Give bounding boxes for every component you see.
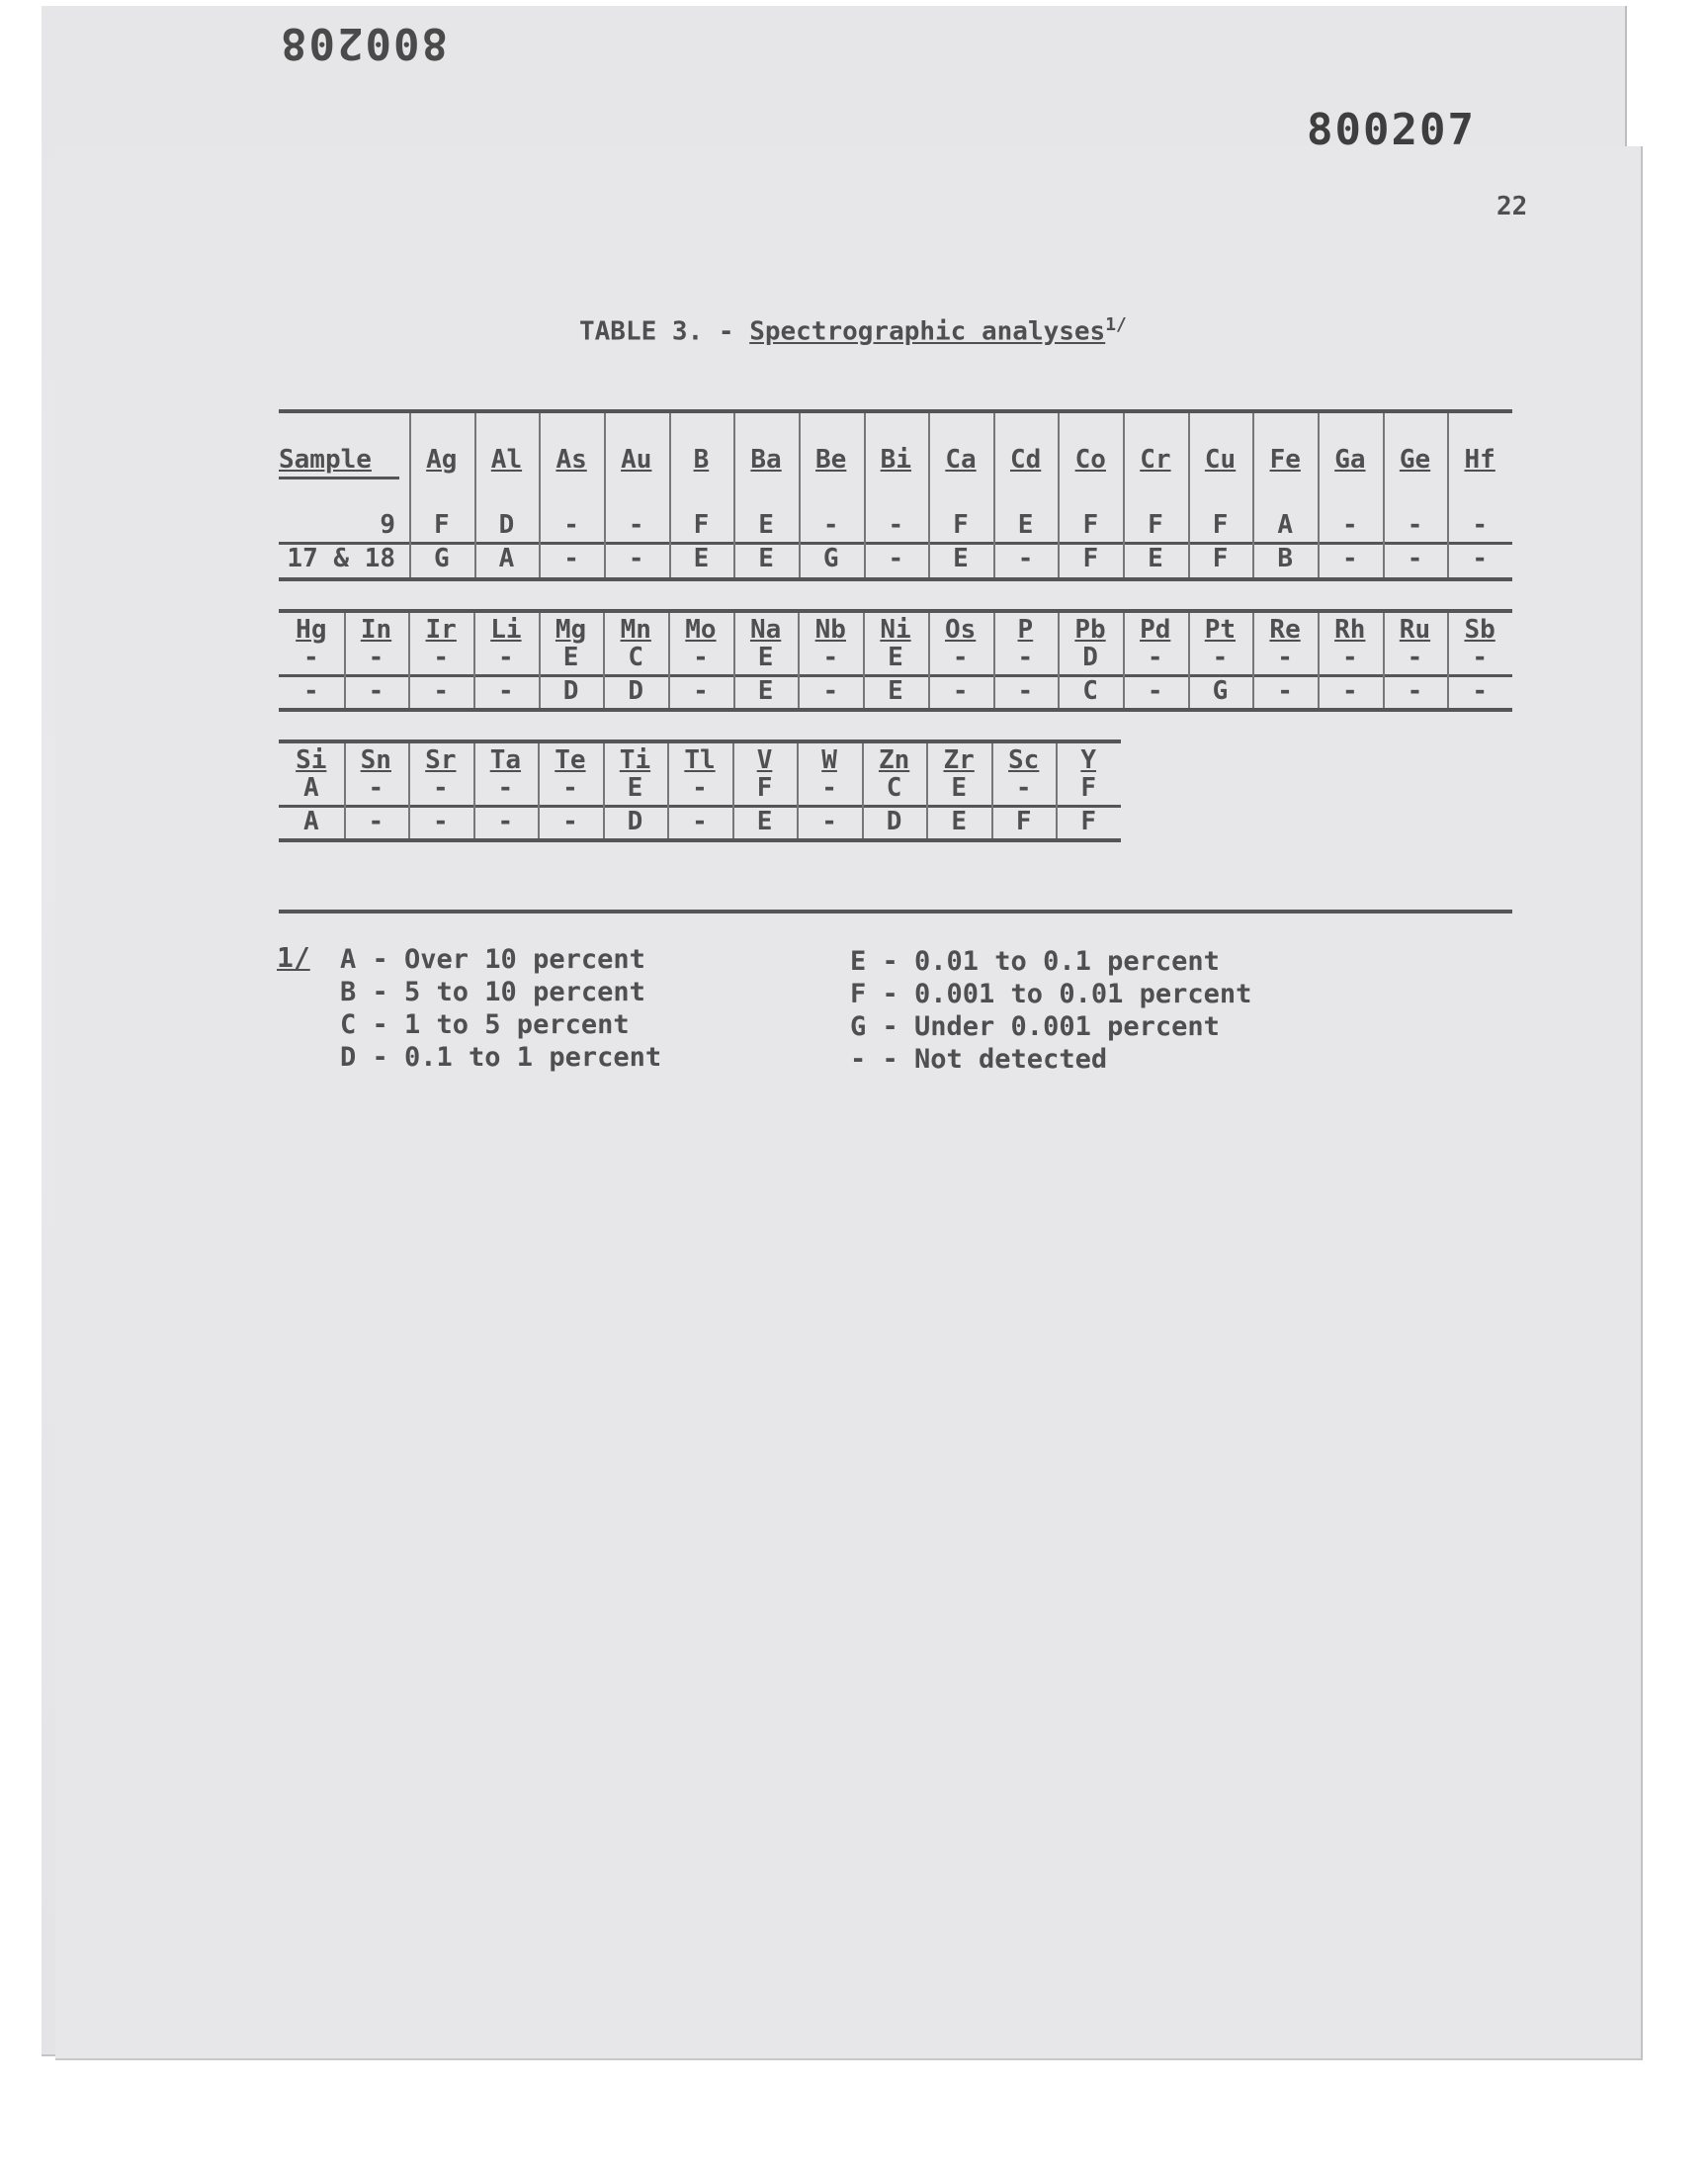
value-cell: B [1277,544,1294,573]
value-cell: D [498,510,515,540]
value-cell: - [1407,676,1423,706]
legend-item: G - Under 0.001 percent [850,1011,1220,1042]
value-cell: G [1212,676,1229,706]
value-cell: F [1212,544,1229,573]
element-header: Co [1074,445,1106,475]
element-header: Ba [750,445,782,475]
footer-rule [279,910,1512,914]
table-top-rule [279,609,1512,613]
element-header: B [693,445,710,475]
table-block-1 [279,409,1512,587]
element-header: Al [490,445,523,475]
element-header: Y [1080,745,1097,775]
value-cell: - [628,544,644,573]
value-cell: - [433,773,449,803]
element-header: Ti [619,745,651,775]
element-header: Cu [1204,445,1237,475]
value-cell: - [497,773,514,803]
sample-id-cell: 9 [380,510,395,540]
value-cell: F [1015,807,1032,836]
value-cell: D [628,676,644,706]
element-header: Mo [685,615,717,645]
value-cell: - [563,544,579,573]
caption-title: Spectrographic analyses [749,316,1106,347]
element-header: Zr [943,745,975,775]
value-cell: - [822,676,839,706]
value-cell: C [628,643,644,672]
legend-left-column [340,943,661,1074]
element-header: Fe [1269,445,1301,475]
value-cell: C [1082,676,1098,706]
element-header: P [1017,615,1034,645]
value-cell: - [303,643,319,672]
element-header: Pd [1140,615,1171,645]
serial-number-top: 800208 [279,18,448,68]
element-header: V [756,745,773,775]
value-cell: C [886,773,902,803]
value-cell: A [498,544,515,573]
value-cell: - [497,807,514,836]
value-cell: - [628,510,644,540]
value-cell: - [1212,643,1229,672]
value-cell: F [433,510,450,540]
value-cell: - [433,643,450,672]
value-cell: - [1472,643,1488,672]
element-header: Si [296,745,327,775]
page-number: 22 [1496,192,1528,221]
value-cell: - [888,544,904,573]
value-cell: E [888,676,903,706]
value-cell: - [693,643,709,672]
value-cell: E [562,643,579,672]
value-cell: F [1080,807,1097,836]
legend-item: E - 0.01 to 0.1 percent [850,946,1220,977]
table-bottom-rule [279,577,1512,581]
element-header: Be [815,445,847,475]
value-cell: F [1148,510,1163,540]
legend-item: B - 5 to 10 percent [340,977,645,1007]
element-header: Pt [1204,615,1237,645]
element-header: Sn [360,745,391,775]
value-cell: - [1017,676,1034,706]
value-cell: E [757,643,774,672]
value-cell: - [562,807,578,836]
caption-footnote-mark: 1/ [1105,314,1127,335]
value-cell: - [952,643,969,672]
element-header: Tl [684,745,716,775]
value-cell: - [1277,643,1293,672]
value-cell: - [1472,544,1488,573]
value-cell: - [498,643,514,672]
caption-prefix: TABLE 3. - [579,316,750,347]
value-cell: F [1082,510,1099,540]
table-caption [579,314,1127,347]
value-cell: G [822,544,839,573]
value-cell: A [302,807,319,836]
legend-item: A - Over 10 percent [340,944,645,975]
value-cell: F [1080,773,1097,803]
value-cell: E [756,807,773,836]
element-header: Ag [426,445,458,475]
value-cell: E [757,676,774,706]
value-cell: E [951,807,967,836]
element-header: Sc [1008,745,1040,775]
element-header: Te [555,745,586,775]
value-cell: E [1148,544,1163,573]
legend-footnote-ref: 1/ [277,941,310,974]
value-cell: E [888,643,903,672]
element-header: Sr [425,745,457,775]
value-cell: - [1341,643,1358,672]
value-cell: A [302,773,319,803]
element-header: Pb [1074,615,1106,645]
value-cell: G [433,544,450,573]
value-cell: - [821,773,837,803]
value-cell: - [1341,676,1358,706]
value-cell: A [1277,510,1294,540]
element-header: Os [945,615,977,645]
element-header: Sb [1464,615,1495,645]
value-cell: - [1472,510,1488,540]
sample-id-cell: 17 & 18 [287,544,395,573]
value-cell: - [563,510,579,540]
value-cell: - [1147,643,1163,672]
value-cell: F [756,773,773,803]
value-cell: - [1407,510,1423,540]
element-header: Ta [489,745,522,775]
element-header: As [555,445,587,475]
value-cell: - [1407,544,1423,573]
value-cell: - [822,510,839,540]
value-cell: E [953,544,969,573]
value-cell: - [433,676,450,706]
value-cell: D [562,676,579,706]
element-header: In [360,615,392,645]
value-cell: - [368,643,384,672]
value-cell: - [498,676,514,706]
value-cell: E [693,544,710,573]
element-header: Zn [878,745,910,775]
element-header: Ca [945,445,977,475]
value-cell: F [1212,510,1229,540]
value-cell: - [1407,643,1423,672]
sample-column-header: Sample [279,445,372,475]
legend-item: D - 0.1 to 1 percent [340,1042,662,1073]
value-cell: - [1017,643,1034,672]
value-cell: F [693,510,710,540]
element-header: Ni [880,615,911,645]
table-top-rule [279,740,1121,743]
element-header: Na [749,615,782,645]
value-cell: - [692,773,708,803]
element-header: Mg [555,615,587,645]
legend-right-column [850,945,1251,1076]
element-header: Li [490,615,522,645]
value-cell: - [1015,773,1032,803]
element-header: Nb [814,615,846,645]
element-header: Mn [620,615,651,645]
element-header: Re [1269,615,1301,645]
value-cell: F [953,510,969,540]
element-header: Cd [1009,445,1042,475]
value-cell: - [303,676,319,706]
table-block-2 [279,609,1512,718]
table-bottom-rule [279,708,1512,712]
value-cell: - [1277,676,1293,706]
element-header: Au [621,445,652,475]
element-header: Ga [1334,445,1366,475]
value-cell: E [758,510,774,540]
value-cell: - [888,510,904,540]
value-cell: - [821,807,837,836]
table-bottom-rule [279,838,1121,842]
element-header: Ru [1399,615,1431,645]
table-block-3 [279,740,1121,848]
legend-item: F - 0.001 to 0.01 percent [850,979,1252,1009]
value-cell: - [368,676,384,706]
element-header: Ge [1399,445,1431,475]
value-cell: - [1017,544,1034,573]
value-cell: D [886,807,902,836]
serial-number-right: 800207 [1307,105,1476,155]
value-cell: - [368,773,384,803]
value-cell: E [1017,510,1034,540]
value-cell: - [1472,676,1488,706]
value-cell: D [1082,643,1098,672]
table-top-rule [279,409,1512,413]
value-cell: D [627,807,643,836]
value-cell: - [822,643,839,672]
element-header: Hg [296,615,327,645]
element-header: Cr [1140,445,1171,475]
value-cell: - [562,773,578,803]
value-cell: - [433,807,449,836]
element-header: Hf [1464,445,1495,475]
value-cell: - [1342,510,1358,540]
element-header: W [821,745,837,775]
value-cell: E [951,773,967,803]
legend-item: - - Not detected [850,1044,1108,1075]
value-cell: - [1147,676,1163,706]
value-cell: - [693,676,709,706]
value-cell: E [758,544,774,573]
legend-item: C - 1 to 5 percent [340,1009,630,1040]
value-cell: - [952,676,969,706]
sample-header-underline [279,477,399,479]
value-cell: F [1082,544,1099,573]
element-header: Ir [425,615,457,645]
value-cell: E [627,773,643,803]
value-cell: - [1342,544,1358,573]
value-cell: - [692,807,708,836]
element-header: Bi [880,445,911,475]
element-header: Rh [1334,615,1366,645]
value-cell: - [368,807,384,836]
